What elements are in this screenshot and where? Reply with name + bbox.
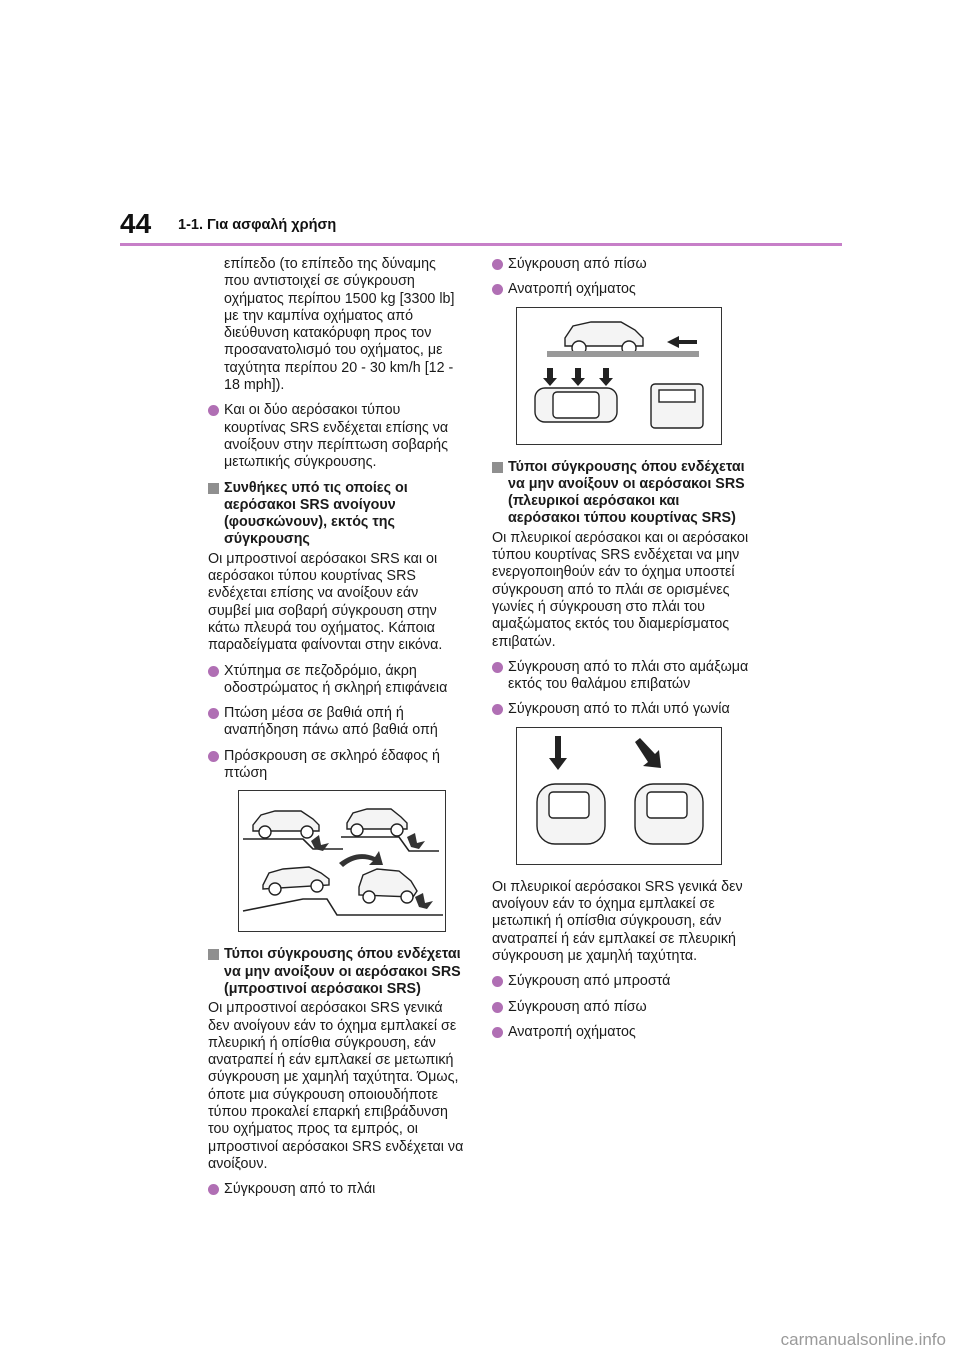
arrow-icon	[549, 736, 567, 770]
figure-rear-rollover	[516, 307, 722, 445]
bullet-curb-impact	[208, 663, 464, 698]
section-heading-text: Τύποι σύγκρουσης όπου ενδέχεται να μην ανοίξουν οι αερόσακοι SRS (πλευρικοί αερόσακοι και αερόσακοι τύπου κουρτίνας SRS)	[508, 458, 745, 527]
bullet-text: Ανατροπή οχήματος	[508, 281, 636, 298]
bullet-side-angle	[492, 701, 754, 718]
bullet-rear-collision	[492, 256, 754, 273]
bullet-text: Σύγκρουση από πίσω	[508, 998, 647, 1015]
bullet-dot-icon	[208, 708, 219, 719]
bullet-text: Πτώση μέσα σε βαθιά οπή ή αναπήδηση πάνω από βαθιά οπή	[224, 705, 438, 739]
bullet-front-collision	[492, 973, 754, 990]
bullet-dot-icon	[492, 704, 503, 715]
page-number: 44	[120, 208, 152, 239]
bullet-text: Σύγκρουση από πίσω	[508, 256, 647, 272]
side-impact-illustration	[517, 728, 721, 864]
bullet-text: Σύγκρουση από το πλάι	[224, 1181, 376, 1198]
footer-watermark: carmanualsonline.info	[780, 1330, 946, 1349]
figure-side-impacts	[516, 727, 722, 865]
bullet-rollover-2	[492, 1024, 754, 1041]
section-paragraph: Οι μπροστινοί αερόσακοι SRS και οι αερόσακοι τύπου κουρτίνας SRS ενδέχεται επίσης να ανοίξουν εάν συμβεί μια σοβαρή σύγκρουση στην κάτω πλευρά του οχήματος. Κάποια παραδείγματα φαίνονται στην εικόνα.	[208, 550, 443, 654]
bullet-dot-icon	[492, 1002, 503, 1013]
section-heading-deploy-conditions	[208, 480, 464, 549]
bullet-text: Σύγκρουση από το πλάι στο αμάξωμα εκτός του θαλάμου επιβατών	[508, 658, 749, 693]
section-paragraph: Οι μπροστινοί αερόσακοι SRS γενικά δεν ανοίγουν εάν το όχημα εμπλακεί σε πλευρική ή οπίσθια σύγκρουση, εάν ανατραπεί ή εάν εμπλακεί σε μετωπική σύγκρουση με χαμηλή ταχύτητα. Όμως, όποτε μια σύγκρουση οποιουδήποτε τύπου προκαλεί επαρκή επιβράδυνση του οχήματος προς τα εμπρός, οι μπροστινοί αερόσακοι SRS ενδέχεται να ανοίξουν.	[208, 1000, 464, 1172]
bullet-dot-icon	[492, 284, 503, 295]
section-square-icon	[208, 949, 219, 960]
arrow-icon	[543, 368, 557, 386]
bullet-text: Σύγκρουση από το πλάι υπό γωνία	[508, 701, 730, 718]
section-paragraph: Οι πλευρικοί αερόσακοι SRS γενικά δεν ανοίγουν εάν το όχημα εμπλακεί σε μετωπική ή οπίσθια σύγκρουση, εάν ανατραπεί ή εάν εμπλακεί σε πλευρική σύγκρουση με χαμηλή ταχύτητα.	[492, 878, 743, 964]
bullet-text: Και οι δύο αερόσακοι τύπου κουρτίνας SRS ενδέχεται επίσης να ανοίξουν στην περίπτωση σοβαρής μετωπικής σύγκρουσης.	[224, 402, 449, 471]
arrow-icon	[571, 368, 585, 386]
section-heading-front-airbags	[208, 946, 464, 998]
bullet-curtain-airbags	[208, 402, 464, 471]
header-rule	[120, 243, 842, 246]
bullet-dot-icon	[492, 259, 503, 270]
bullet-dot-icon	[208, 751, 219, 762]
bullet-dot-icon	[492, 976, 503, 987]
section-square-icon	[492, 462, 503, 473]
bullet-dot-icon	[492, 1027, 503, 1038]
bullet-rear-collision-2	[492, 999, 754, 1016]
bullet-text: Σύγκρουση από μπροστά	[508, 973, 671, 990]
bullet-text: Πρόσκρουση σε σκληρό έδαφος ή πτώση	[224, 747, 440, 782]
underbody-impact-illustration	[239, 791, 445, 931]
arrow-icon	[635, 738, 661, 768]
right-column	[492, 256, 754, 1049]
rear-rollover-illustration	[517, 308, 721, 444]
section-heading-text: Τύποι σύγκρουσης όπου ενδέχεται να μην ανοίξουν οι αερόσακοι SRS (μπροστινοί αερόσακοι SRS)	[224, 946, 461, 997]
bullet-rollover	[492, 281, 754, 298]
section-heading-text: Συνθήκες υπό τις οποίες οι αερόσακοι SRS ανοίγουν (φουσκώνουν), εκτός της σύγκρουσης	[224, 479, 408, 548]
section-square-icon	[208, 483, 219, 494]
intro-paragraph: επίπεδο (το επίπεδο της δύναμης που αντιστοιχεί σε σύγκρουση οχήματος περίπου 1500 kg [3300 lb] με την καμπίνα οχήματος από διεύθυνση κατακόρυφη προς τον προσανατολισμό του οχήματος, με ταχύτητα περίπου 20 - 30 km/h [12 - 18 mph]).	[224, 256, 455, 394]
section-heading-side-airbags	[492, 459, 754, 528]
bullet-side-body-outside-cabin	[492, 659, 754, 694]
bullet-dot-icon	[208, 666, 219, 677]
bullet-dot-icon	[208, 1184, 219, 1195]
bullet-deep-hole	[208, 705, 464, 740]
chapter-title: 1-1. Για ασφαλή χρήση	[178, 217, 337, 233]
bullet-text: Χτύπημα σε πεζοδρόμιο, άκρη οδοστρώματος ή σκληρή επιφάνεια	[224, 662, 448, 696]
figure-underbody-impacts	[238, 790, 446, 932]
bullet-dot-icon	[208, 405, 219, 416]
arrow-icon	[599, 368, 613, 386]
bullet-text: Ανατροπή οχήματος	[508, 1023, 636, 1040]
bullet-side-collision	[208, 1181, 464, 1198]
left-column	[208, 256, 464, 1206]
section-paragraph: Οι πλευρικοί αερόσακοι και οι αερόσακοι τύπου κουρτίνας SRS ενδέχεται να μην ενεργοποιηθούν εάν το όχημα υποστεί σύγκρουση από το πλάι σε ορισμένες γωνίες ή σύγκρουση στο πλάι του αμαξώματος εκτός του διαμερίσματος επιβατών.	[492, 529, 749, 650]
bullet-hard-landing	[208, 748, 464, 783]
bullet-dot-icon	[492, 662, 503, 673]
arrow-icon	[339, 851, 383, 867]
arrow-icon	[667, 336, 697, 348]
